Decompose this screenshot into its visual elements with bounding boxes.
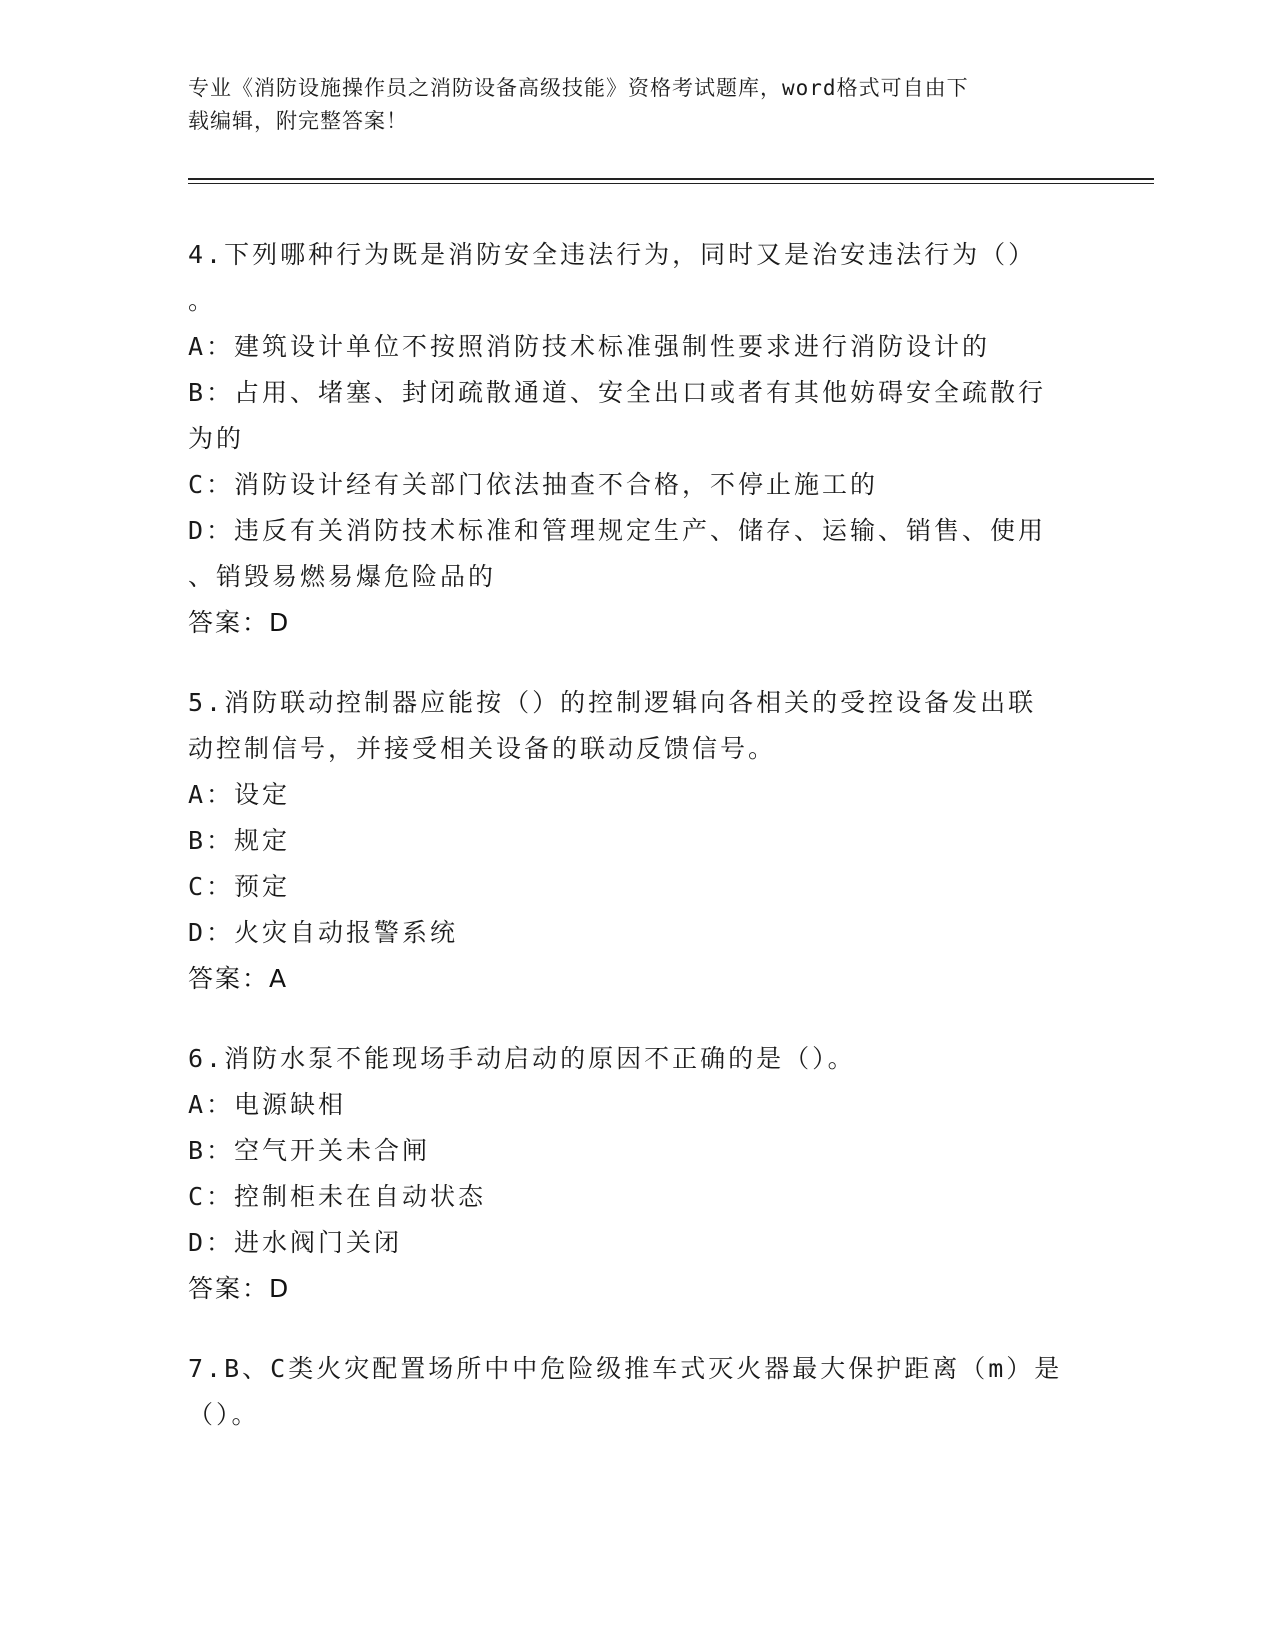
option-d-continuation: 、销毁易燃易爆危险品的 [188, 562, 497, 591]
question-stem-continuation: 。 [188, 286, 217, 315]
option-a: A：建筑设计单位不按照消防技术标准强制性要求进行消防设计的 [188, 332, 991, 361]
question-stem: 5.消防联动控制器应能按（）的控制逻辑向各相关的受控设备发出联 [188, 688, 1037, 717]
option-d: D：火灾自动报警系统 [188, 918, 459, 947]
header-divider-thin [188, 183, 1154, 184]
question-stem: 6.消防水泵不能现场手动启动的原因不正确的是（）。 [188, 1044, 856, 1073]
document-header [188, 72, 1068, 138]
question-7 [188, 1346, 1088, 1438]
answer-label: 答案：D [188, 608, 291, 637]
option-c: C：预定 [188, 872, 291, 901]
option-a: A：设定 [188, 780, 291, 809]
option-b: B：占用、堵塞、封闭疏散通道、安全出口或者有其他妨碍安全疏散行 [188, 378, 1047, 407]
option-d: D：违反有关消防技术标准和管理规定生产、储存、运输、销售、使用 [188, 516, 1047, 545]
answer-label: 答案：A [188, 964, 289, 993]
question-stem-continuation: （）。 [188, 1400, 260, 1429]
option-c: C：消防设计经有关部门依法抽查不合格，不停止施工的 [188, 470, 879, 499]
question-6 [188, 1036, 1088, 1312]
option-c: C：控制柜未在自动状态 [188, 1182, 487, 1211]
header-line-1: 专业《消防设施操作员之消防设备高级技能》资格考试题库，word格式可自由下 [188, 76, 969, 100]
option-d: D：进水阀门关闭 [188, 1228, 403, 1257]
question-stem-continuation: 动控制信号，并接受相关设备的联动反馈信号。 [188, 734, 777, 763]
header-divider-thick [188, 178, 1154, 180]
header-line-2: 载编辑，附完整答案！ [188, 109, 408, 133]
option-a: A：电源缺相 [188, 1090, 347, 1119]
question-4 [188, 232, 1088, 646]
question-stem: 4.下列哪种行为既是消防安全违法行为，同时又是治安违法行为（） [188, 240, 1037, 269]
answer-label: 答案：D [188, 1274, 291, 1303]
option-b: B：规定 [188, 826, 291, 855]
option-b-continuation: 为的 [188, 424, 245, 453]
option-b: B：空气开关未合闸 [188, 1136, 431, 1165]
question-5 [188, 680, 1088, 1002]
question-list [188, 232, 1088, 1472]
question-stem: 7.B、C类火灾配置场所中中危险级推车式灭火器最大保护距离（m）是 [188, 1354, 1063, 1383]
